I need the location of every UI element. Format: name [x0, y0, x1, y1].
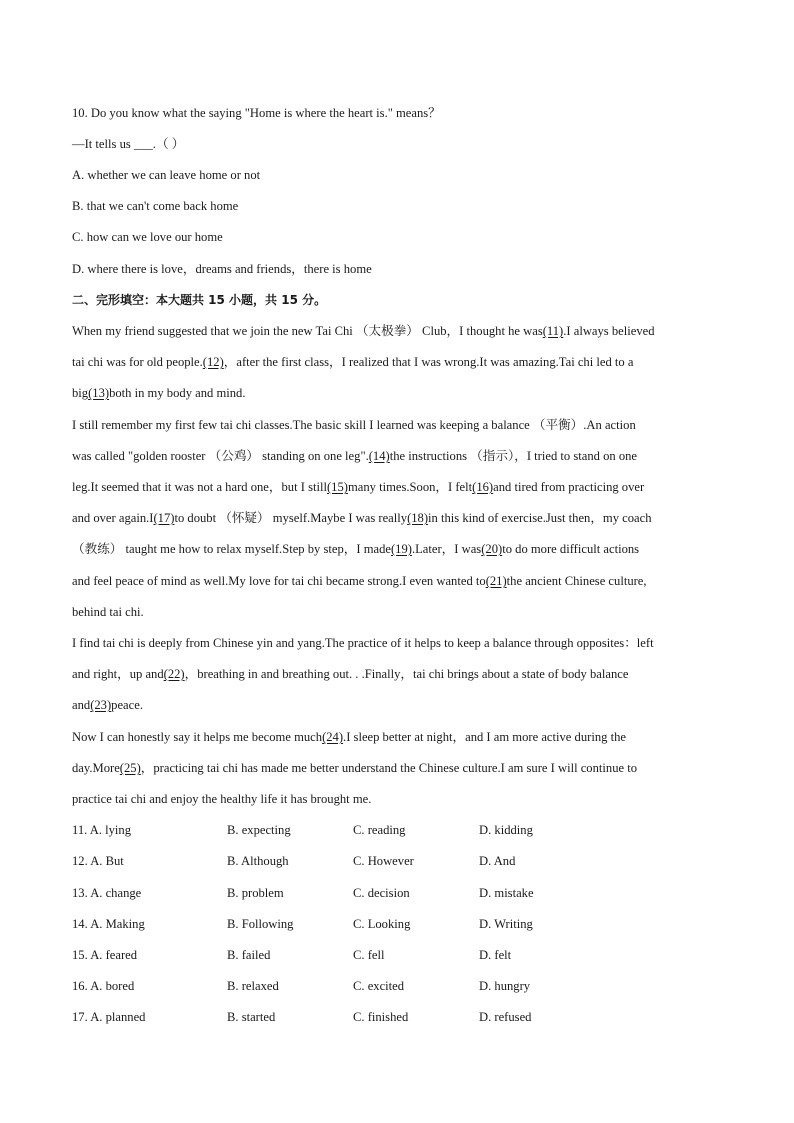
passage-text: ，practicing tai chi has made me better understand the Chinese culture.I am sure I will continue to	[140, 761, 638, 775]
passage-text: .I sleep better at night，and I am more active during the	[343, 730, 626, 744]
passage-text: .I always believed	[563, 324, 655, 338]
passage-line	[72, 697, 143, 713]
blank-20[interactable]: (20)	[481, 542, 503, 556]
question-10-prompt: —It tells us ___.（ ）	[72, 137, 185, 151]
passage-text: the ancient Chinese culture,	[506, 574, 647, 588]
passage-line	[72, 573, 647, 589]
passage-text: in this kind of exercise.Just then，my coach	[428, 511, 652, 525]
blank-19[interactable]: (19)	[390, 542, 412, 556]
passage-line: behind tai chi.	[72, 605, 144, 619]
question-10: 10. Do you know what the saying "Home is where the heart is." means？	[72, 106, 441, 120]
answer-option[interactable]: C. However	[353, 854, 414, 868]
passage-line: practice tai chi and enjoy the healthy life it has brought me.	[72, 792, 372, 806]
answer-option[interactable]: D. And	[479, 854, 516, 868]
passage-text: and over again.I	[72, 511, 154, 525]
answer-option[interactable]: D. refused	[479, 1010, 532, 1024]
answer-option[interactable]: B. expecting	[227, 823, 291, 837]
answer-option[interactable]: B. started	[227, 1010, 276, 1024]
blank-22[interactable]: (22)	[163, 667, 185, 681]
passage-text: .Later，I was	[411, 542, 482, 556]
passage-text: When my friend suggested that we join the new Tai Chi （太极拳） Club，I thought he was	[72, 324, 543, 338]
passage-line: I still remember my first few tai chi classes.The basic skill I learned was keeping a balance （平衡）.An action	[72, 418, 636, 432]
passage-line	[72, 729, 626, 745]
blank-16[interactable]: (16)	[472, 480, 494, 494]
passage-text: many times.Soon，I felt	[347, 480, 473, 494]
answer-option[interactable]: 17. A. planned	[72, 1010, 146, 1024]
passage-line	[72, 760, 637, 776]
passage-text: peace.	[111, 698, 143, 712]
passage-text: ，after the first class，I realized that I was wrong.It was amazing.Tai chi led to a	[223, 355, 634, 369]
passage-text: and feel peace of mind as well.My love for tai chi became strong.I even wanted to	[72, 574, 486, 588]
passage-line	[72, 541, 639, 557]
passage-text: big	[72, 386, 89, 400]
passage-text: both in my body and mind.	[109, 386, 246, 400]
passage-line	[72, 385, 246, 401]
passage-text: to doubt （怀疑） myself.Maybe I was really	[174, 511, 408, 525]
passage-text: was called "golden rooster （公鸡） standing on one leg".	[72, 449, 369, 463]
passage-text: leg.It seemed that it was not a hard one，but I still	[72, 480, 327, 494]
option-b: B. that we can't come back home	[72, 199, 239, 213]
blank-18[interactable]: (18)	[407, 511, 429, 525]
passage-text: （教练） taught me how to relax myself.Step by step，I made	[72, 542, 391, 556]
answer-option[interactable]: D. hungry	[479, 979, 531, 993]
passage-text: ，breathing in and breathing out. . .Finally，tai chi brings about a state of body balance	[184, 667, 629, 681]
blank-21[interactable]: (21)	[485, 574, 507, 588]
passage-text: Now I can honestly say it helps me become much	[72, 730, 323, 744]
answer-option[interactable]: D. kidding	[479, 823, 533, 837]
option-a: A. whether we can leave home or not	[72, 168, 261, 182]
answer-option[interactable]: 14. A. Making	[72, 917, 145, 931]
answer-option[interactable]: B. failed	[227, 948, 271, 962]
answer-option[interactable]: C. Looking	[353, 917, 411, 931]
answer-option[interactable]: 12. A. But	[72, 854, 124, 868]
passage-text: tai chi was for old people.	[72, 355, 203, 369]
answer-option[interactable]: B. problem	[227, 886, 284, 900]
passage-line	[72, 510, 652, 526]
blank-25[interactable]: (25)	[119, 761, 141, 775]
blank-14[interactable]: (14)	[368, 449, 390, 463]
answer-option[interactable]: D. felt	[479, 948, 512, 962]
blank-24[interactable]: (24)	[322, 730, 344, 744]
passage-line	[72, 323, 655, 339]
answer-option[interactable]: 16. A. bored	[72, 979, 135, 993]
answer-option[interactable]: D. mistake	[479, 886, 534, 900]
answer-option[interactable]: B. Following	[227, 917, 294, 931]
passage-line	[72, 479, 644, 495]
blank-11[interactable]: (11)	[542, 324, 564, 338]
answer-option[interactable]: C. finished	[353, 1010, 409, 1024]
passage-line	[72, 354, 633, 370]
blank-13[interactable]: (13)	[88, 386, 110, 400]
option-d: D. where there is love，dreams and friends，there is home	[72, 262, 372, 276]
passage-text: and	[72, 698, 91, 712]
answer-option[interactable]: D. Writing	[479, 917, 533, 931]
answer-option[interactable]: B. relaxed	[227, 979, 279, 993]
passage-text: to do more difficult actions	[502, 542, 640, 556]
passage-text: and right，up and	[72, 667, 164, 681]
answer-option[interactable]: C. reading	[353, 823, 406, 837]
passage-line	[72, 666, 628, 682]
answer-option[interactable]: 15. A. feared	[72, 948, 138, 962]
blank-17[interactable]: (17)	[153, 511, 175, 525]
passage-line	[72, 448, 637, 464]
answer-option[interactable]: 11. A. lying	[72, 823, 132, 837]
option-c: C. how can we love our home	[72, 230, 223, 244]
passage-text: day.More	[72, 761, 120, 775]
passage-text: the instructions （指示），I tried to stand on one	[389, 449, 638, 463]
blank-15[interactable]: (15)	[326, 480, 348, 494]
passage-text: and tired from practicing over	[493, 480, 645, 494]
blank-23[interactable]: (23)	[90, 698, 112, 712]
answer-option[interactable]: C. excited	[353, 979, 405, 993]
answer-option[interactable]: 13. A. change	[72, 886, 142, 900]
answer-option[interactable]: B. Although	[227, 854, 289, 868]
answer-option[interactable]: C. decision	[353, 886, 410, 900]
blank-12[interactable]: (12)	[202, 355, 224, 369]
answer-option[interactable]: C. fell	[353, 948, 385, 962]
passage-line: I find tai chi is deeply from Chinese yin and yang.The practice of it helps to keep a balance through opposites：left	[72, 636, 654, 650]
section-heading: 二、完形填空：本大题共 15 小题，共 15 分。	[72, 293, 327, 307]
